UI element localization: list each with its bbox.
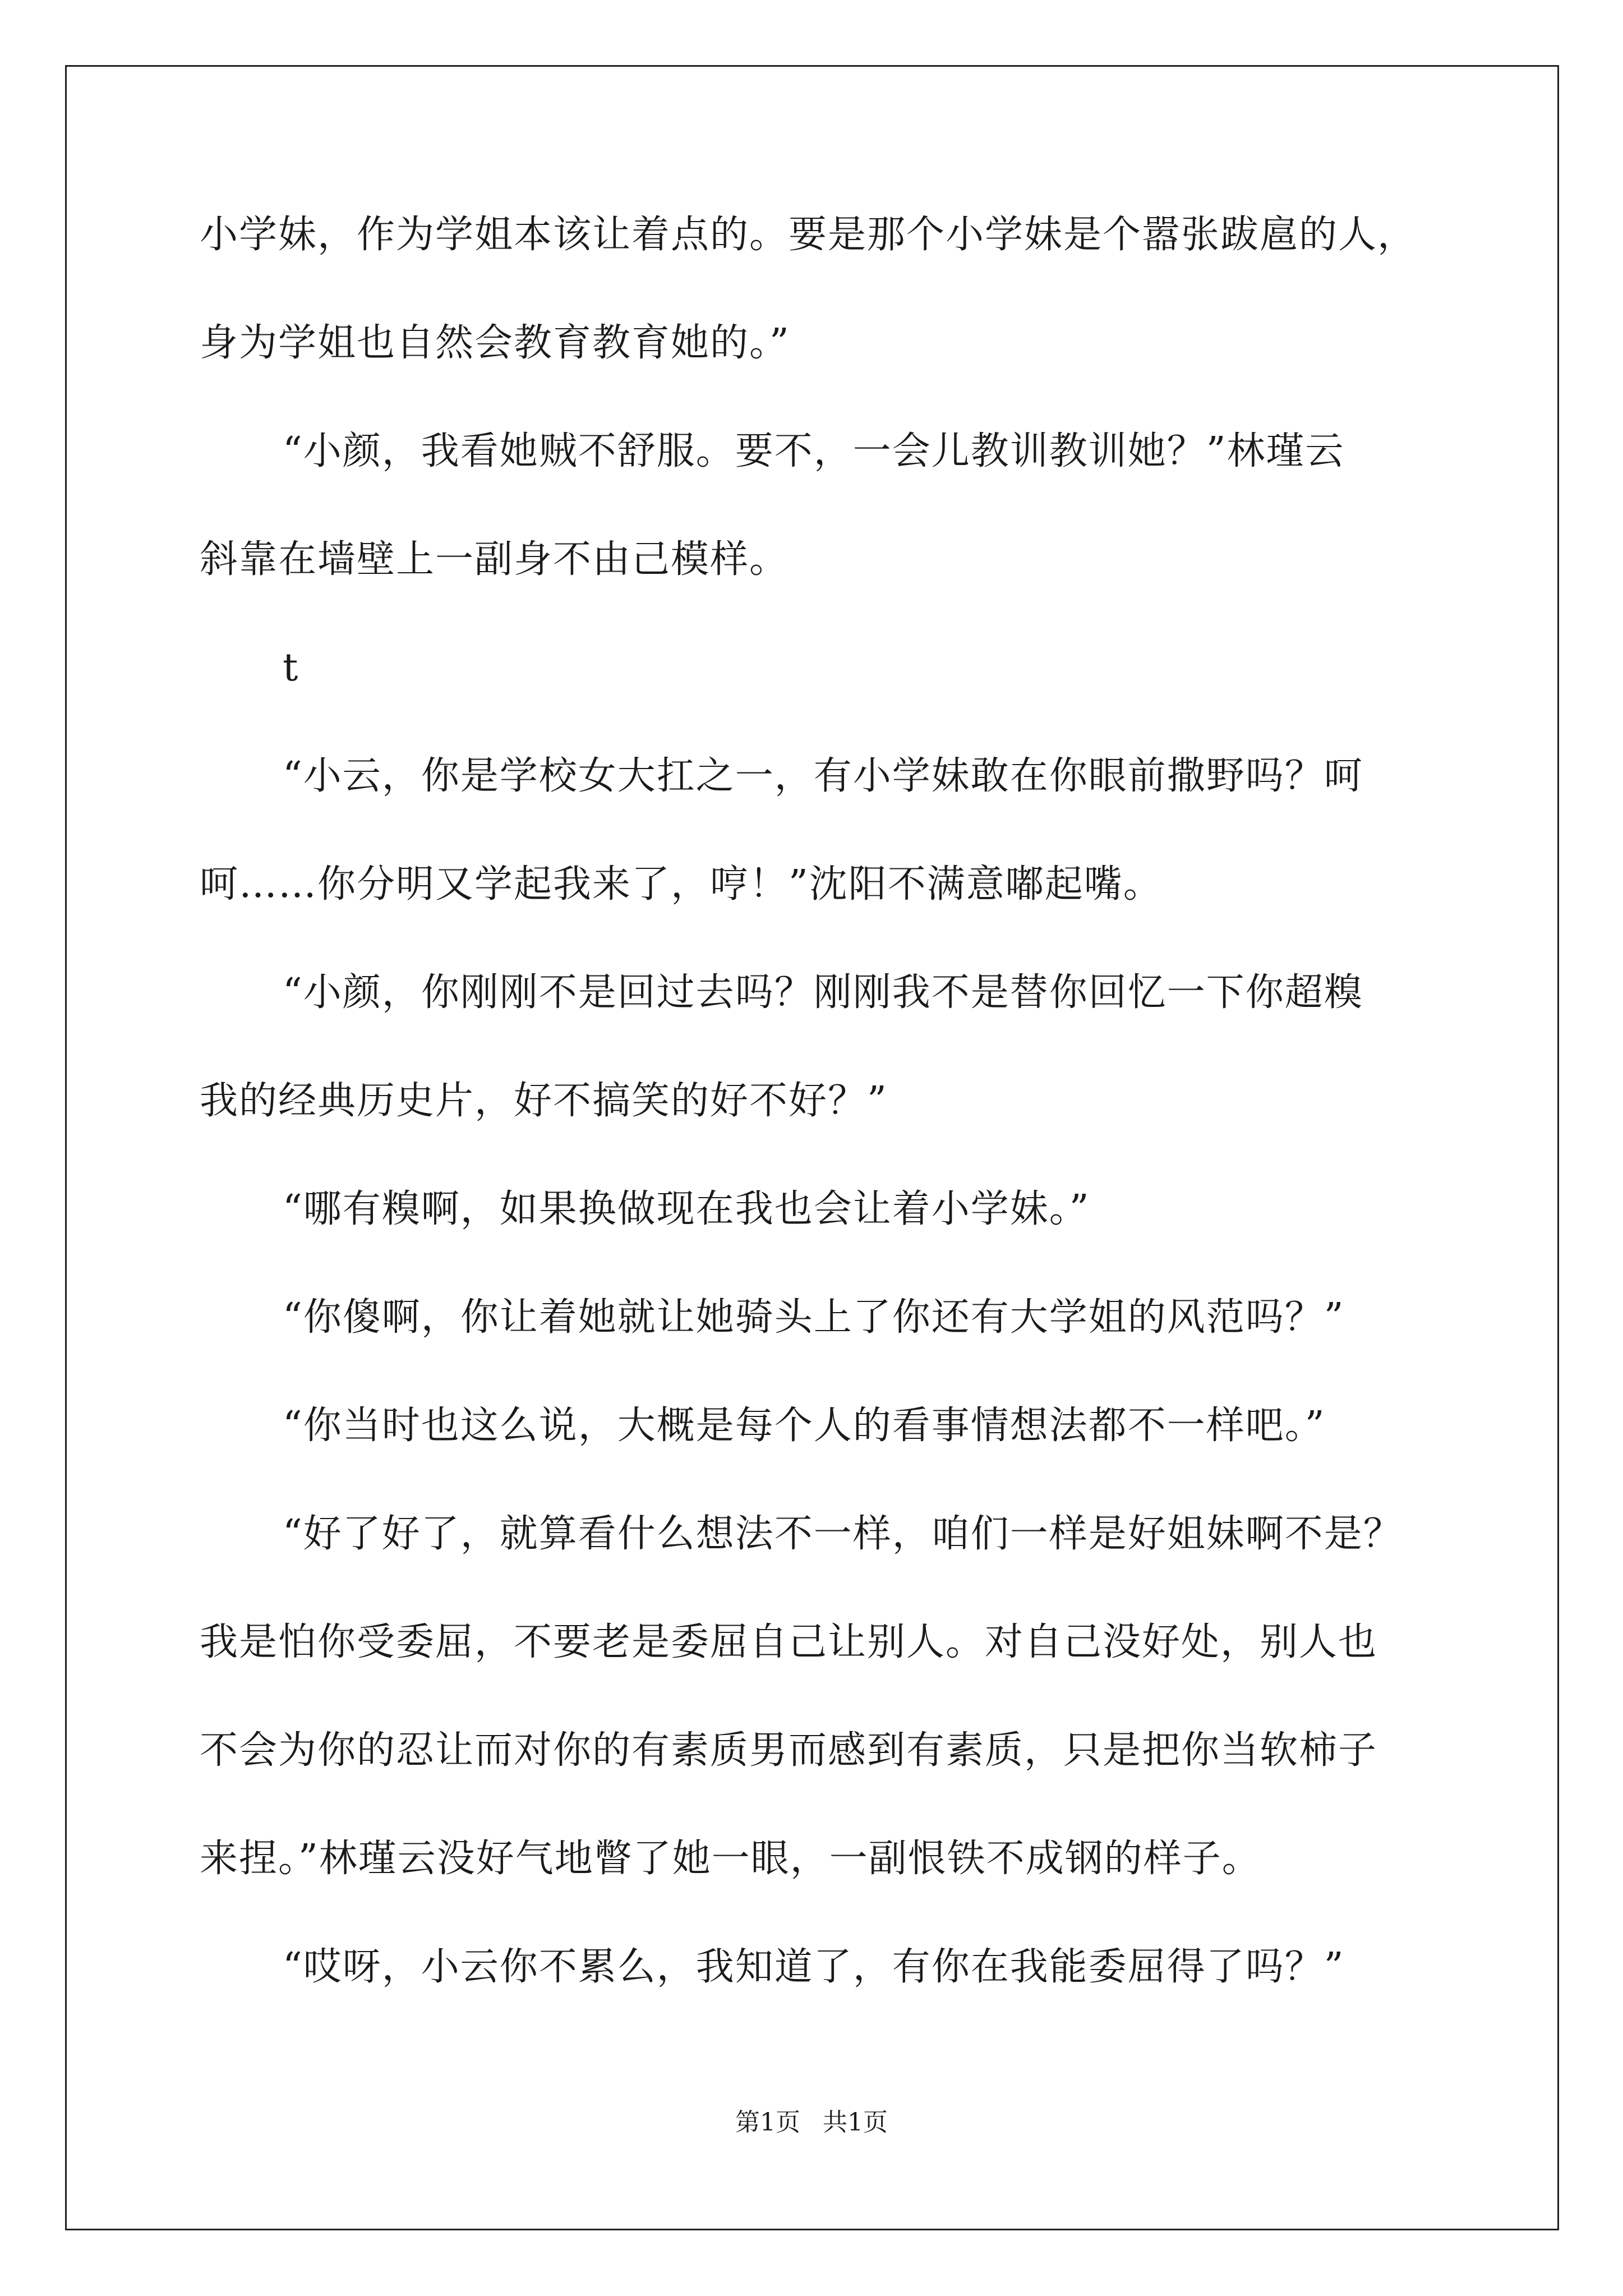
text-line: “小颜，你刚刚不是回过去吗？刚刚我不是替你回忆一下你超糗 <box>283 970 1363 1015</box>
text-line: 身为学姐也自然会教育教育她的。” <box>200 321 790 365</box>
text-line: 我是怕你受委屈，不要老是委屈自己让别人。对自己没好处，别人也 <box>200 1620 1378 1664</box>
text-line: 小学妹，作为学姐本该让着点的。要是那个小学妹是个嚣张跋扈的人， <box>200 213 1417 257</box>
text-line: “小颜，我看她贼不舒服。要不，一会儿教训教训她？”林瑾云 <box>283 429 1345 473</box>
text-line: 呵……你分明又学起我来了，哼！”沈阳不满意嘟起嘴。 <box>200 862 1163 907</box>
page-total: 共1页 <box>823 2108 888 2137</box>
text-line: t <box>283 646 299 690</box>
page-number: 第1页 <box>735 2108 800 2137</box>
text-line: “你当时也这么说，大概是每个人的看事情想法都不一样吧。” <box>283 1404 1326 1448</box>
document-body <box>200 208 1422 1995</box>
text-line: “小云，你是学校女大扛之一，有小学妹敢在你眼前撒野吗？呵 <box>283 754 1363 798</box>
text-line: “你傻啊，你让着她就让她骑头上了你还有大学姐的风范吗？” <box>283 1295 1345 1340</box>
text-line: 斜靠在墙壁上一副身不由己模样。 <box>200 537 789 582</box>
text-line: “哎呀，小云你不累么，我知道了，有你在我能委屈得了吗？” <box>283 1945 1345 1989</box>
text-line: “哪有糗啊，如果换做现在我也会让着小学妹。” <box>283 1187 1090 1231</box>
text-line: “好了好了，就算看什么想法不一样，咱们一样是好姐妹啊不是？ <box>283 1512 1403 1556</box>
text-line: 我的经典历史片，好不搞笑的好不好？” <box>200 1079 888 1123</box>
text-line: 来捏。”林瑾云没好气地瞥了她一眼，一副恨铁不成钢的样子。 <box>200 1837 1261 1881</box>
text-line: 不会为你的忍让而对你的有素质男而感到有素质，只是把你当软柿子 <box>200 1728 1378 1773</box>
page-footer <box>0 2106 1623 2139</box>
